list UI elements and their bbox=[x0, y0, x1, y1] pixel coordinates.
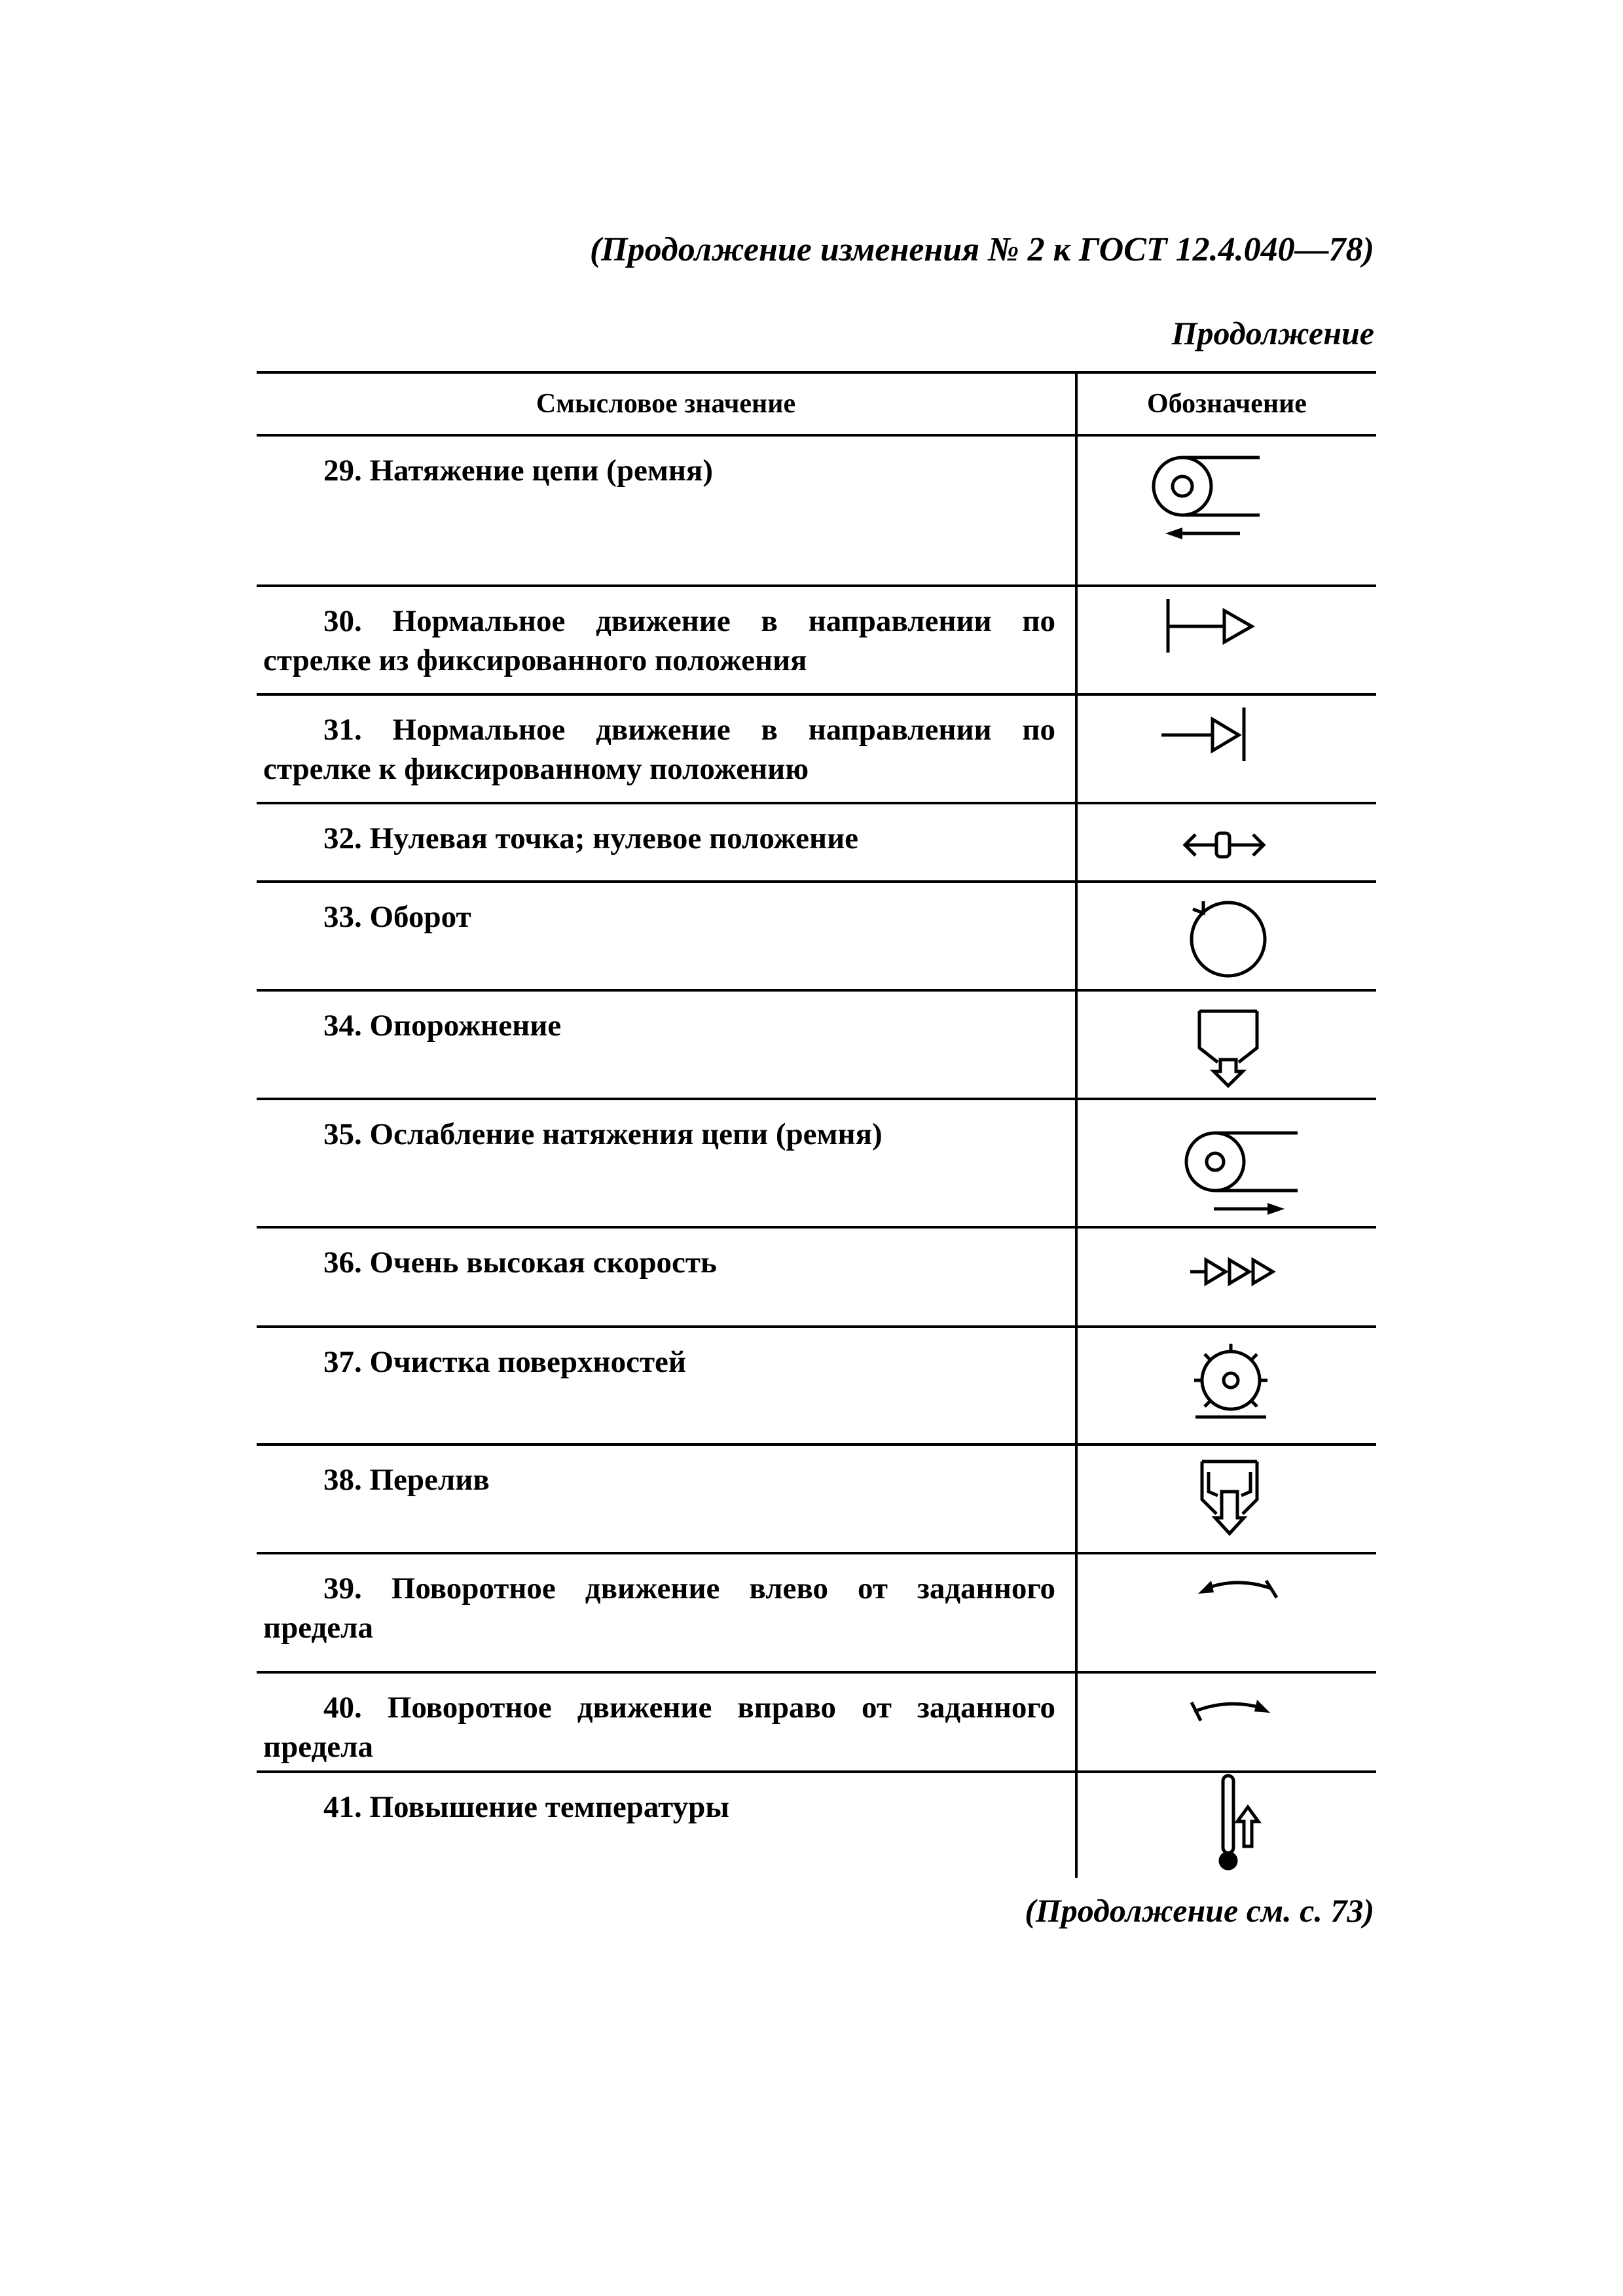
row-meaning: 32. Нулевая точка; нулевое положение bbox=[257, 803, 1076, 882]
symbols-table bbox=[257, 371, 1376, 1878]
table-row bbox=[257, 694, 1376, 803]
row-meaning: 30. Нормальное движение в направлении по стрелке из фиксированного положения bbox=[257, 586, 1076, 694]
continuation-label: Продолжение bbox=[1171, 315, 1374, 351]
row-meaning: 39. Поворотное движение влево от заданного предела bbox=[257, 1553, 1076, 1672]
overflow-icon bbox=[1078, 1446, 1376, 1554]
document-header: (Продолжение изменения № 2 к ГОСТ 12.4.040—78) bbox=[589, 231, 1374, 268]
table-row bbox=[257, 1553, 1376, 1672]
chain-tension-icon bbox=[1078, 437, 1376, 587]
table-row bbox=[257, 586, 1376, 694]
table-row bbox=[257, 1327, 1376, 1444]
row-meaning: 31. Нормальное движение в направлении по стрелке к фиксированному положению bbox=[257, 694, 1076, 803]
table-row bbox=[257, 1772, 1376, 1878]
row-meaning: 33. Оборот bbox=[257, 882, 1076, 990]
row-meaning: 40. Поворотное движение вправо от заданного предела bbox=[257, 1672, 1076, 1772]
rotate-right-from-limit-icon bbox=[1078, 1674, 1376, 1773]
table-row bbox=[257, 990, 1376, 1099]
revolution-icon bbox=[1078, 883, 1376, 992]
row-meaning: 41. Повышение температуры bbox=[323, 1790, 729, 1824]
row-meaning: 36. Очень высокая скорость bbox=[257, 1227, 1076, 1327]
table-row bbox=[257, 1444, 1376, 1553]
row-meaning: 35. Ослабление натяжения цепи (ремня) bbox=[257, 1099, 1076, 1227]
table-row bbox=[257, 1227, 1376, 1327]
motion-from-fixed-icon bbox=[1078, 587, 1376, 696]
rotate-left-from-limit-icon bbox=[1078, 1554, 1376, 1674]
row-meaning: 34. Опорожнение bbox=[257, 990, 1076, 1099]
very-high-speed-icon bbox=[1078, 1229, 1376, 1328]
row-meaning: 37. Очистка поверхностей bbox=[257, 1327, 1076, 1444]
row-meaning: 38. Перелив bbox=[257, 1444, 1076, 1553]
table-row bbox=[257, 1099, 1376, 1227]
emptying-icon bbox=[1078, 992, 1376, 1100]
table-row bbox=[257, 435, 1376, 586]
temperature-rise-icon bbox=[1078, 1773, 1376, 1879]
table-row bbox=[257, 803, 1376, 882]
motion-to-fixed-icon bbox=[1078, 696, 1376, 804]
column-header-symbol: Обозначение bbox=[1076, 372, 1376, 435]
table-row bbox=[257, 1672, 1376, 1772]
table-row bbox=[257, 882, 1376, 990]
row-meaning: 29. Натяжение цепи (ремня) bbox=[257, 435, 1076, 586]
zero-point-icon bbox=[1078, 804, 1376, 883]
column-header-meaning: Смысловое значение bbox=[257, 372, 1076, 435]
surface-cleaning-icon bbox=[1078, 1328, 1376, 1446]
chain-slack-icon bbox=[1078, 1100, 1376, 1229]
continuation-footer: (Продолжение см. с. 73) bbox=[1025, 1892, 1374, 1929]
